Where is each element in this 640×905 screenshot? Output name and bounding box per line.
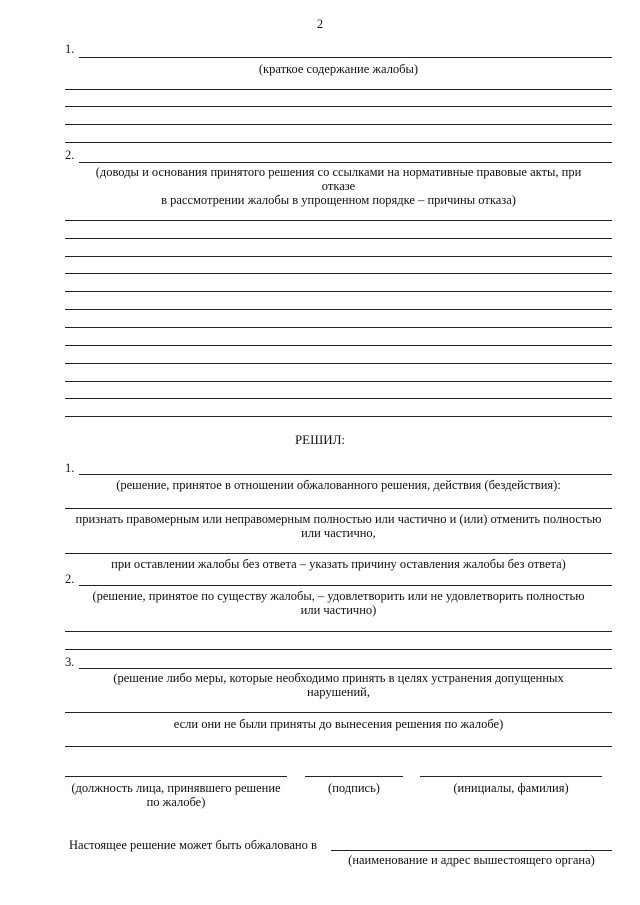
- decision-1-caption-3: или частично,: [301, 526, 376, 540]
- decision-3-caption-3: если они не были приняты до вынесения решения по жалобе): [173, 717, 504, 731]
- decision-1-caption-1: (решение, принятое в отношении обжалованного решения, действия (бездействия):: [116, 478, 561, 492]
- fill-line[interactable]: [65, 327, 612, 328]
- item-number: 3.: [65, 655, 75, 669]
- reasons-caption-3: в рассмотрении жалобы в упрощенном порядке – причины отказа): [161, 193, 516, 207]
- fill-line[interactable]: [65, 89, 612, 90]
- fill-line[interactable]: [65, 381, 612, 382]
- decision-3-caption-1: (решение либо меры, которые необходимо принять в целях устранения допущенных: [113, 671, 564, 685]
- fill-line[interactable]: [65, 712, 612, 713]
- page-number: 2: [316, 17, 324, 31]
- reasons-caption-2: отказе: [321, 179, 356, 193]
- fill-line[interactable]: [65, 291, 612, 292]
- item-number: 2.: [65, 148, 75, 162]
- signature-line[interactable]: [305, 776, 403, 777]
- position-caption-1: (должность лица, принявшего решение: [71, 781, 281, 795]
- fill-line[interactable]: [65, 508, 612, 509]
- appeal-text: Настоящее решение может быть обжаловано в: [69, 838, 317, 852]
- position-caption-2: по жалобе): [146, 795, 206, 809]
- appeal-authority-caption: (наименование и адрес вышестоящего органа): [348, 853, 595, 867]
- decision-2-caption-2: или частично): [300, 603, 377, 617]
- decision-2-caption-1: (решение, принятое по существу жалобы, – удовлетворить или не удовлетворить полностью: [92, 589, 585, 603]
- decision-2-line[interactable]: [79, 585, 612, 586]
- complaint-summary-caption: (краткое содержание жалобы): [258, 62, 419, 76]
- decision-3-caption-2: нарушений,: [307, 685, 370, 699]
- decision-1-caption-2: признать правомерным или неправомерным полностью или частично и (или) отменить полностью: [75, 512, 602, 526]
- position-line[interactable]: [65, 776, 287, 777]
- item-number: 2.: [65, 572, 75, 586]
- fill-line[interactable]: [65, 631, 612, 632]
- reasons-line[interactable]: [79, 162, 612, 163]
- decision-heading: РЕШИЛ:: [294, 432, 346, 447]
- fill-line[interactable]: [65, 649, 612, 650]
- decision-1-caption-4: при оставлении жалобы без ответа – указать причину оставления жалобы без ответа): [111, 557, 566, 571]
- item-number: 1.: [65, 461, 75, 475]
- fill-line[interactable]: [65, 363, 612, 364]
- signature-caption: (подпись): [328, 781, 380, 795]
- fill-line[interactable]: [65, 124, 612, 125]
- fill-line[interactable]: [65, 309, 612, 310]
- fill-line[interactable]: [65, 256, 612, 257]
- fill-line[interactable]: [65, 553, 612, 554]
- decision-1-line[interactable]: [79, 474, 612, 475]
- reasons-caption-1: (доводы и основания принятого решения со ссылками на нормативные правовые акты, при: [95, 165, 582, 179]
- fill-line[interactable]: [65, 746, 612, 747]
- fill-line[interactable]: [65, 106, 612, 107]
- name-line[interactable]: [420, 776, 602, 777]
- fill-line[interactable]: [65, 345, 612, 346]
- item-number: 1.: [65, 42, 75, 56]
- fill-line[interactable]: [65, 142, 612, 143]
- complaint-summary-line[interactable]: [79, 57, 612, 58]
- fill-line[interactable]: [65, 238, 612, 239]
- decision-3-line[interactable]: [79, 668, 612, 669]
- appeal-authority-line[interactable]: [331, 850, 612, 851]
- name-caption: (инициалы, фамилия): [453, 781, 569, 795]
- fill-line[interactable]: [65, 398, 612, 399]
- fill-line[interactable]: [65, 416, 612, 417]
- fill-line[interactable]: [65, 220, 612, 221]
- fill-line[interactable]: [65, 273, 612, 274]
